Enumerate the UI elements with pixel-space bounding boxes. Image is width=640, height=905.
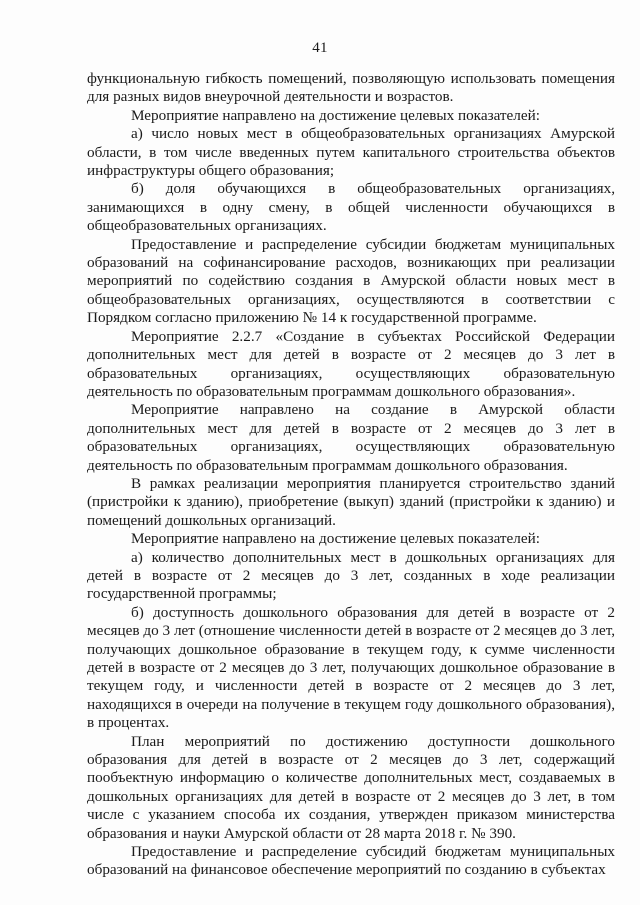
paragraph-measure-2-2-7: Мероприятие 2.2.7 «Создание в субъектах Российской Федерации дополнительных мест для детей в возрасте от 2 месяцев до 3 лет в образовательных организациях, осуществляющих образовательную деятельность по образовательным программам дошкольного образования». [87, 327, 615, 400]
paragraph-plan: План мероприятий по достижению доступности дошкольного образования для детей в возрасте от 2 месяцев до 3 лет, содержащий пообъектную информацию о количестве дополнительных мест, создаваемых в дошкольных организациях для детей в возрасте от 2 месяцев до 3 лет, в том числе с указанием способа их создания, утвержден приказом министерства образования и науки Амурской области от 28 марта 2018 г. № 390. [87, 732, 615, 842]
paragraph-targets-intro: Мероприятие направлено на достижение целевых показателей: [131, 106, 540, 124]
paragraph-target-b-2: б) доступность дошкольного образования для детей в возрасте от 2 месяцев до 3 лет (отношение численности детей в возрасте от 2 месяцев до 3 лет, получающих дошкольное образование в текущем году, к сумме численности детей в возрасте от 2 месяцев до 3 лет, получающих дошкольное образование в текущем году, и численности детей в возрасте от 2 месяцев до 3 лет, находящихся в очереди на получение в текущем году дошкольного образования), в процентах. [87, 603, 615, 732]
paragraph-measure-aim: Мероприятие направлено на создание в Амурской области дополнительных мест для детей в возрасте от 2 месяцев до 3 лет в образовательных организациях, осуществляющих образовательную деятельность по образовательным программам дошкольного образования. [87, 401, 615, 474]
paragraph-continuation: функциональную гибкость помещений, позволяющую использовать помещения для разных видов внеурочной деятельности и возрастов. [87, 70, 615, 106]
paragraph-subsidy-2: Предоставление и распределение субсидий бюджетам муниципальных образований на финансовое обеспечение мероприятий по созданию в субъектах [87, 843, 615, 879]
page-number: 41 [312, 40, 328, 56]
paragraph-measure-implementation: В рамках реализации мероприятия планируется строительство зданий (пристройки к зданию), приобретение (выкуп) зданий (пристройки к зданию) и помещений дошкольных организаций. [87, 474, 615, 529]
paragraph-target-a: а) число новых мест в общеобразовательных организациях Амурской области, в том числе введенных путем капитального строительства объектов инфраструктуры общего образования; [87, 125, 615, 180]
paragraph-subsidy: Предоставление и распределение субсидии бюджетам муниципальных образований на софинансирование расходов, возникающих при реализации мероприятий по содействию создания в Амурской области новых мест в общеобразовательных организациях, осуществляются в соответствии с Порядком согласно приложению № 14 к государственной программе. [87, 235, 615, 327]
paragraph-targets-intro-2: Мероприятие направлено на достижение целевых показателей: [131, 530, 540, 548]
paragraph-target-b: б) доля обучающихся в общеобразовательных организациях, занимающихся в одну смену, в общей численности обучающихся в общеобразовательных организациях. [87, 180, 615, 235]
document-body [87, 70, 615, 880]
paragraph-target-a-2: а) количество дополнительных мест в дошкольных организациях для детей в возрасте от 2 месяцев до 3 лет, созданных в ходе реализации государственной программы; [87, 548, 615, 603]
